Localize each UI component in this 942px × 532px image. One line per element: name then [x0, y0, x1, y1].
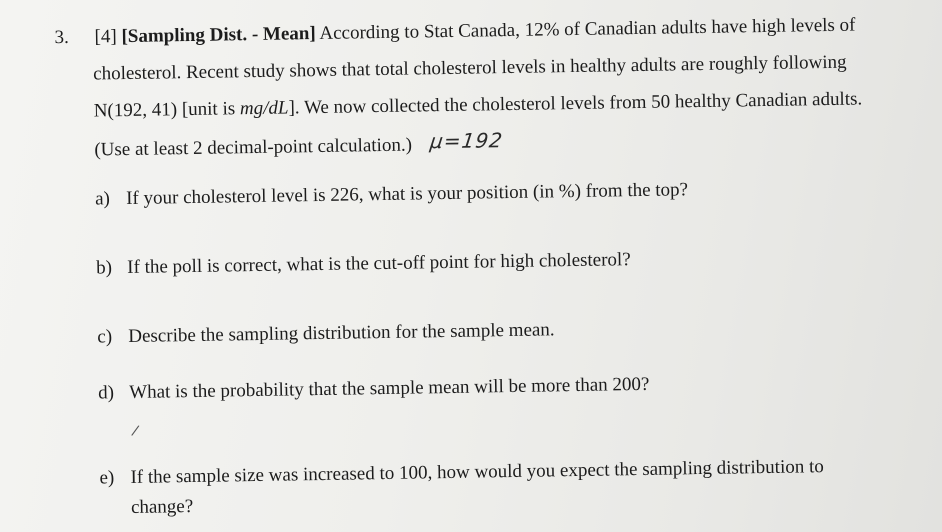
part-d-text: What is the probability that the sample mean will be more than 200? — [129, 373, 650, 404]
part-d-label: d) — [98, 382, 115, 404]
question-marks: [4] — [94, 26, 117, 48]
question-number: 3. — [54, 26, 70, 49]
part-e-label: e) — [99, 467, 115, 489]
intro-line-4 — [94, 128, 505, 161]
part-e-text-line1: If the sample size was increased to 100, how would you expect the sampling distribution to — [130, 456, 824, 489]
intro-text-3b: ]. We now collected the cholesterol levels from 50 healthy Canadian adults. — [288, 88, 863, 119]
part-a-text: If your cholesterol level is 226, what is your position (in %) from the top? — [125, 179, 689, 210]
unit-text: mg/dL — [239, 97, 289, 120]
part-e-text-line2: change? — [130, 496, 194, 519]
part-c-label: c) — [97, 326, 113, 348]
intro-line-1 — [94, 15, 855, 49]
intro-text-1: According to Stat Canada, 12% of Canadian adults have high levels of — [319, 14, 856, 44]
intro-line-2: cholesterol. Recent study shows that total cholesterol levels in healthy adults are roughly following — [93, 51, 847, 85]
intro-text-4: (Use at least 2 decimal-point calculation.) — [94, 134, 413, 161]
intro-text-3a: N(192, 41) [unit is — [93, 98, 241, 122]
handwritten-note: μ=192 — [429, 128, 505, 154]
part-b-text: If the poll is correct, what is the cut-off point for high cholesterol? — [127, 249, 631, 279]
question-topic: [Sampling Dist. - Mean] — [121, 23, 316, 48]
intro-line-3 — [94, 88, 863, 122]
pencil-mark: / — [130, 422, 140, 440]
part-b-label: b) — [96, 257, 113, 279]
part-c-text: Describe the sampling distribution for the sample mean. — [128, 319, 555, 348]
part-a-label: a) — [94, 188, 111, 210]
